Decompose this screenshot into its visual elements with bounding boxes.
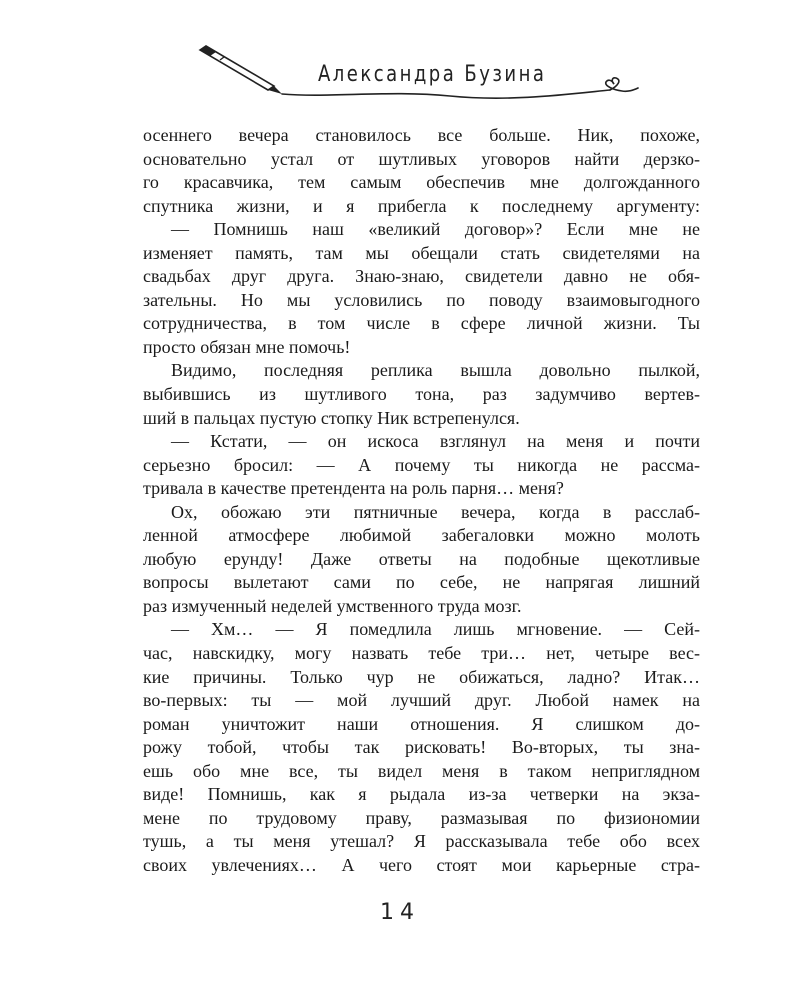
- text-line: раз измученный неделей умственного труда мозг.: [143, 595, 522, 616]
- pen-icon: [200, 46, 282, 94]
- text-line: спутника жизни, и я прибегла к последнему аргументу:: [143, 195, 700, 216]
- page-body: [143, 124, 700, 878]
- text-line: осеннего вечера становилось все больше. Ник, похоже,: [143, 125, 700, 145]
- text-line: роман уничтожит наши отношения. Я слишком до-: [143, 713, 700, 734]
- heart-icon: [606, 78, 638, 91]
- author-name: Александра Бузина: [318, 62, 547, 87]
- text-line: серьезно бросил: — А почему ты никогда не рассма-: [143, 454, 700, 475]
- text-line: изменяет память, там мы обещали стать свидетелями на: [143, 242, 700, 263]
- text-line: своих увлечениях… А чего стоят мои карьерные стра-: [143, 854, 700, 875]
- text-line: виде! Помнишь, как я рыдала из-за четверки на экза-: [143, 784, 700, 805]
- text-line: тушь, а ты меня утешал? Я рассказывала тебе обо всех: [143, 831, 700, 852]
- text-line: — Хм… — Я помедлила лишь мгновение. — Сей-: [171, 619, 700, 640]
- text-line: мене по трудовому праву, размазывая по физиономии: [143, 807, 700, 828]
- text-line: го красавчика, тем самым обеспечив мне долгожданного: [143, 172, 700, 193]
- text-line: основательно устал от шутливых уговоров найти дерзко-: [143, 148, 700, 169]
- page-number: 14: [380, 900, 420, 925]
- running-header: [190, 40, 650, 110]
- text-line: ший в пальцах пустую стопку Ник встрепенулся.: [143, 407, 520, 428]
- text-line: свадьбах друг друга. Знаю-знаю, свидетели давно не обя-: [143, 266, 700, 287]
- text-line: просто обязан мне помочь!: [143, 336, 351, 357]
- text-line: рожу тобой, чтобы так рисковать! Во-вторых, ты зна-: [143, 737, 700, 758]
- text-line: — Кстати, — он искоса взглянул на меня и почти: [171, 431, 700, 452]
- text-line: час, навскидку, могу назвать тебе три… нет, четыре вес-: [143, 643, 700, 664]
- text-line: вопросы вылетают сами по себе, не напрягая лишний: [143, 572, 700, 593]
- text-line: ешь обо мне все, ты видел меня в таком неприглядном: [143, 760, 700, 781]
- text-line: тривала в качестве претендента на роль парня… меня?: [143, 478, 564, 499]
- text-line: во-первых: ты — мой лучший друг. Любой намек на: [143, 690, 700, 711]
- text-line: любую ерунду! Даже ответы на подобные щекотливые: [143, 548, 700, 569]
- text-line: зательны. Но мы условились по поводу взаимовыгодного: [143, 289, 700, 310]
- text-line: выбившись из шутливого тона, раз задумчиво вертев-: [143, 384, 700, 405]
- text-line: ленной атмосфере любимой забегаловки можно молоть: [143, 525, 700, 546]
- text-line: Видимо, последняя реплика вышла довольно пылкой,: [171, 360, 700, 381]
- text-line: Ох, обожаю эти пятничные вечера, когда в расслаб-: [171, 501, 700, 522]
- text-line: — Помнишь наш «великий договор»? Если мне не: [171, 219, 700, 240]
- text-line: кие причины. Только чур не обижаться, ладно? Итак…: [143, 666, 700, 687]
- text-line: сотрудничества, в том числе в сфере личной жизни. Ты: [143, 313, 700, 334]
